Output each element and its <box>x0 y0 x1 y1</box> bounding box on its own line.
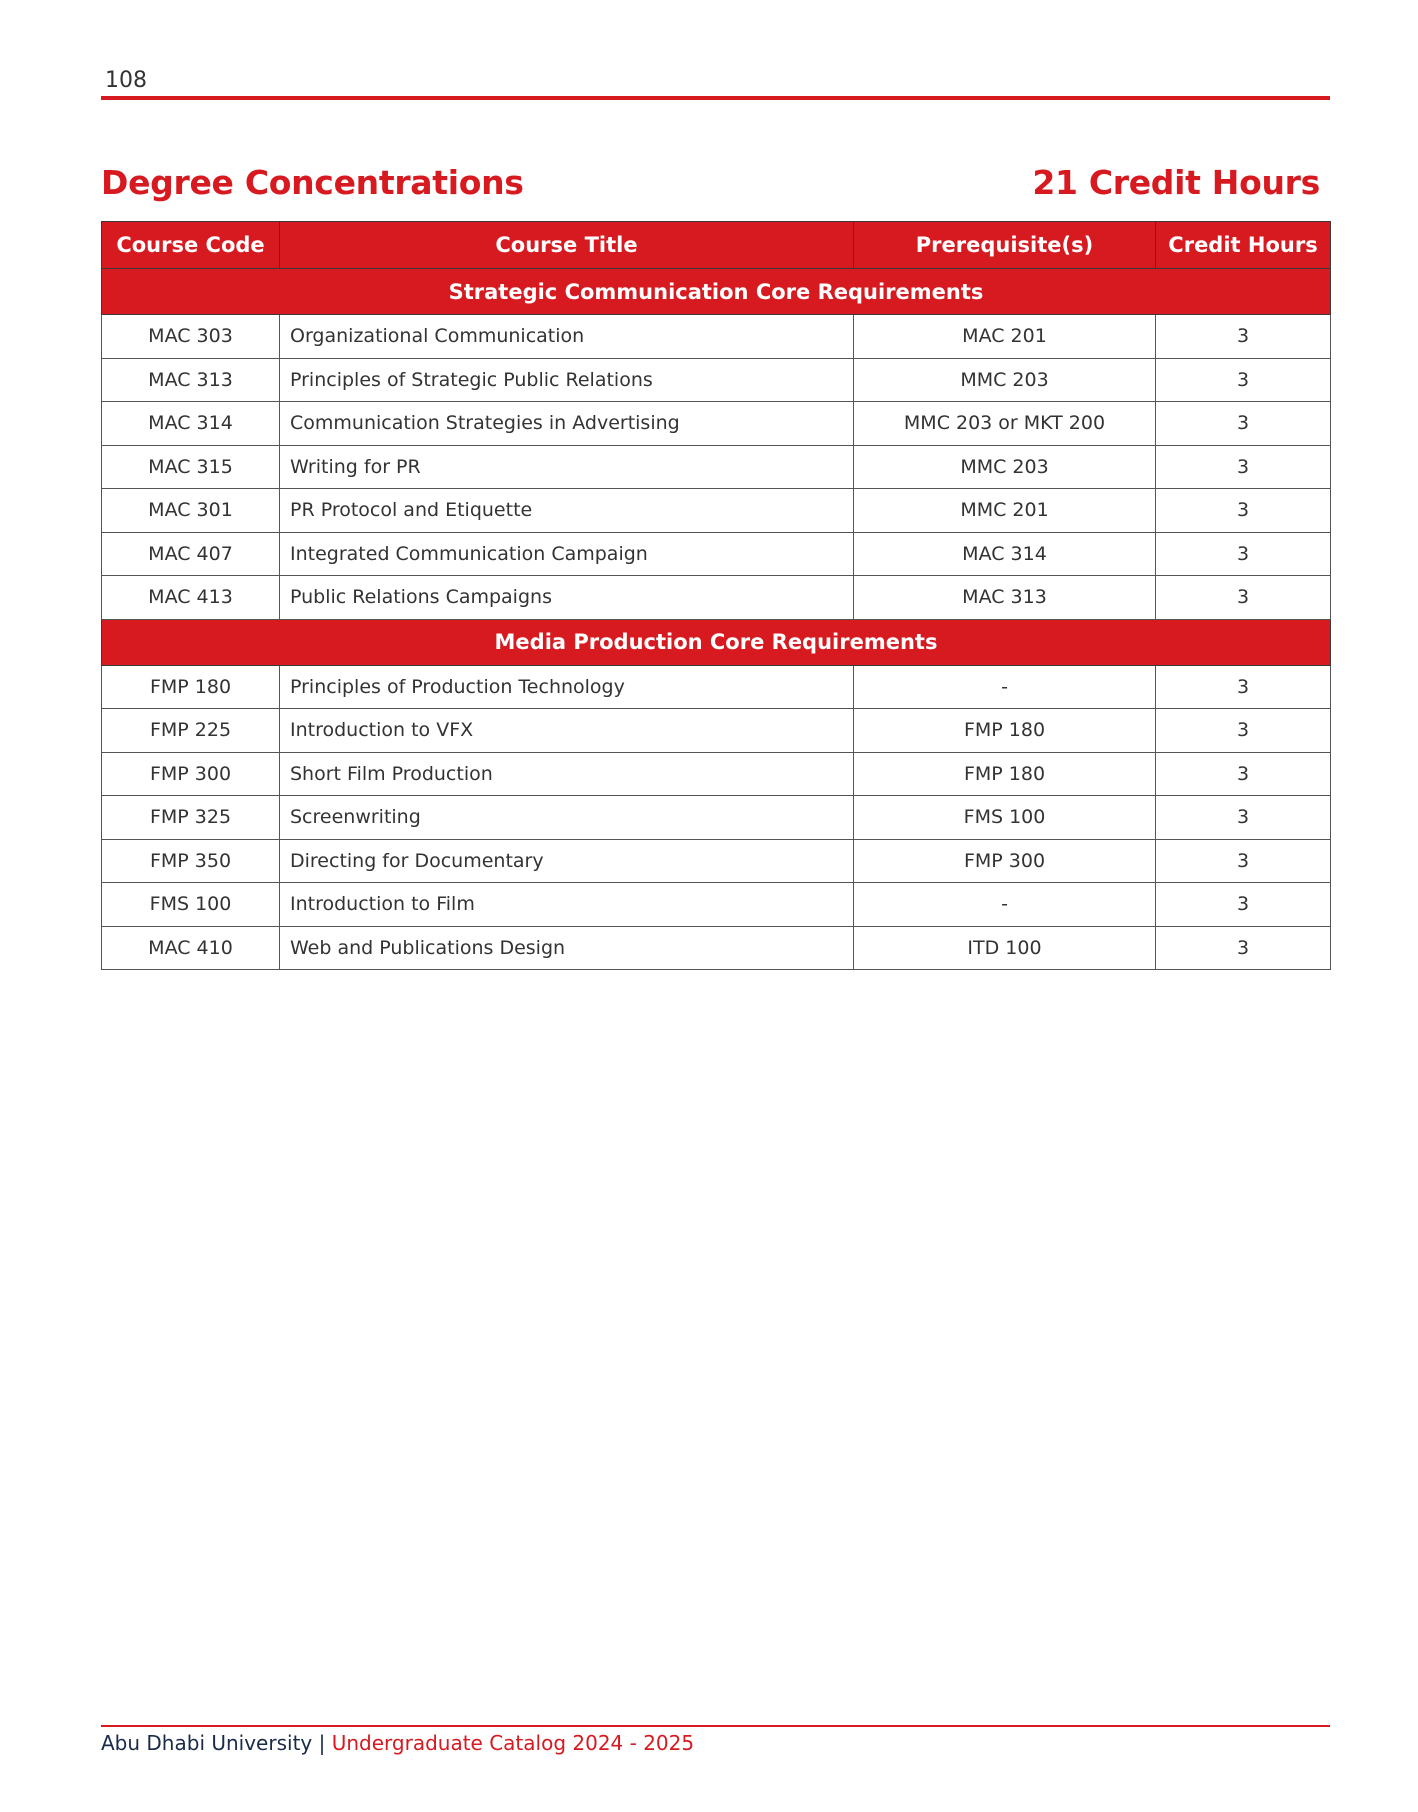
course-title-cell: Principles of Production Technology <box>280 665 854 709</box>
table-row <box>102 576 1331 620</box>
credit-hours-cell: 3 <box>1156 576 1331 620</box>
footer-organization: Abu Dhabi University <box>101 1731 313 1755</box>
course-title-cell: Organizational Communication <box>280 315 854 359</box>
prerequisite-cell: ITD 100 <box>854 926 1156 970</box>
table-row <box>102 883 1331 927</box>
table-header-row <box>102 222 1331 269</box>
course-title-cell: Introduction to Film <box>280 883 854 927</box>
page-footer <box>101 1731 694 1755</box>
prerequisite-cell: MAC 313 <box>854 576 1156 620</box>
table-row <box>102 445 1331 489</box>
table-body <box>102 269 1331 970</box>
course-code-cell: MAC 315 <box>102 445 280 489</box>
table-row <box>102 315 1331 359</box>
course-title-cell: Integrated Communication Campaign <box>280 532 854 576</box>
table-row <box>102 796 1331 840</box>
footer-divider <box>101 1725 1330 1727</box>
page-title: Degree Concentrations <box>101 163 524 202</box>
prerequisite-cell: FMP 300 <box>854 839 1156 883</box>
credit-hours-cell: 3 <box>1156 796 1331 840</box>
course-title-cell: Short Film Production <box>280 752 854 796</box>
prerequisite-cell: - <box>854 665 1156 709</box>
section-title: Media Production Core Requirements <box>102 619 1331 665</box>
course-code-cell: FMP 225 <box>102 709 280 753</box>
credit-hours-cell: 3 <box>1156 315 1331 359</box>
course-code-cell: MAC 407 <box>102 532 280 576</box>
course-title-cell: Web and Publications Design <box>280 926 854 970</box>
table-row <box>102 358 1331 402</box>
course-table <box>101 221 1331 970</box>
prerequisite-cell: MAC 314 <box>854 532 1156 576</box>
table-row <box>102 709 1331 753</box>
total-credit-hours: 21 Credit Hours <box>1032 163 1320 202</box>
prerequisite-cell: MMC 203 or MKT 200 <box>854 402 1156 446</box>
column-header-prerequisites: Prerequisite(s) <box>854 222 1156 269</box>
course-code-cell: FMP 325 <box>102 796 280 840</box>
course-title-cell: Introduction to VFX <box>280 709 854 753</box>
course-code-cell: MAC 313 <box>102 358 280 402</box>
credit-hours-cell: 3 <box>1156 445 1331 489</box>
credit-hours-cell: 3 <box>1156 752 1331 796</box>
credit-hours-cell: 3 <box>1156 926 1331 970</box>
column-header-course-code: Course Code <box>102 222 280 269</box>
prerequisite-cell: FMS 100 <box>854 796 1156 840</box>
table-row <box>102 839 1331 883</box>
course-title-cell: Public Relations Campaigns <box>280 576 854 620</box>
credit-hours-cell: 3 <box>1156 883 1331 927</box>
footer-separator: | <box>318 1731 326 1755</box>
prerequisite-cell: - <box>854 883 1156 927</box>
course-title-cell: PR Protocol and Etiquette <box>280 489 854 533</box>
column-header-course-title: Course Title <box>280 222 854 269</box>
course-code-cell: FMP 350 <box>102 839 280 883</box>
prerequisite-cell: FMP 180 <box>854 752 1156 796</box>
course-code-cell: FMS 100 <box>102 883 280 927</box>
table-row <box>102 665 1331 709</box>
prerequisite-cell: MMC 201 <box>854 489 1156 533</box>
course-code-cell: FMP 300 <box>102 752 280 796</box>
prerequisite-cell: MAC 201 <box>854 315 1156 359</box>
section-header-row <box>102 269 1331 315</box>
course-title-cell: Communication Strategies in Advertising <box>280 402 854 446</box>
course-code-cell: MAC 410 <box>102 926 280 970</box>
header-divider <box>101 96 1330 100</box>
table-row <box>102 489 1331 533</box>
course-code-cell: MAC 314 <box>102 402 280 446</box>
table-row <box>102 752 1331 796</box>
footer-catalog-title: Undergraduate Catalog 2024 - 2025 <box>331 1731 695 1755</box>
section-title: Strategic Communication Core Requirements <box>102 269 1331 315</box>
table-row <box>102 402 1331 446</box>
course-code-cell: MAC 413 <box>102 576 280 620</box>
course-code-cell: MAC 301 <box>102 489 280 533</box>
course-title-cell: Screenwriting <box>280 796 854 840</box>
page-number: 108 <box>105 68 147 93</box>
column-header-credit-hours: Credit Hours <box>1156 222 1331 269</box>
prerequisite-cell: MMC 203 <box>854 445 1156 489</box>
course-title-cell: Principles of Strategic Public Relations <box>280 358 854 402</box>
credit-hours-cell: 3 <box>1156 402 1331 446</box>
table-row <box>102 926 1331 970</box>
credit-hours-cell: 3 <box>1156 358 1331 402</box>
credit-hours-cell: 3 <box>1156 532 1331 576</box>
course-title-cell: Directing for Documentary <box>280 839 854 883</box>
course-code-cell: MAC 303 <box>102 315 280 359</box>
prerequisite-cell: FMP 180 <box>854 709 1156 753</box>
prerequisite-cell: MMC 203 <box>854 358 1156 402</box>
section-header-row <box>102 619 1331 665</box>
table-row <box>102 532 1331 576</box>
credit-hours-cell: 3 <box>1156 709 1331 753</box>
section-heading <box>101 163 1320 202</box>
credit-hours-cell: 3 <box>1156 665 1331 709</box>
credit-hours-cell: 3 <box>1156 489 1331 533</box>
course-title-cell: Writing for PR <box>280 445 854 489</box>
credit-hours-cell: 3 <box>1156 839 1331 883</box>
course-code-cell: FMP 180 <box>102 665 280 709</box>
